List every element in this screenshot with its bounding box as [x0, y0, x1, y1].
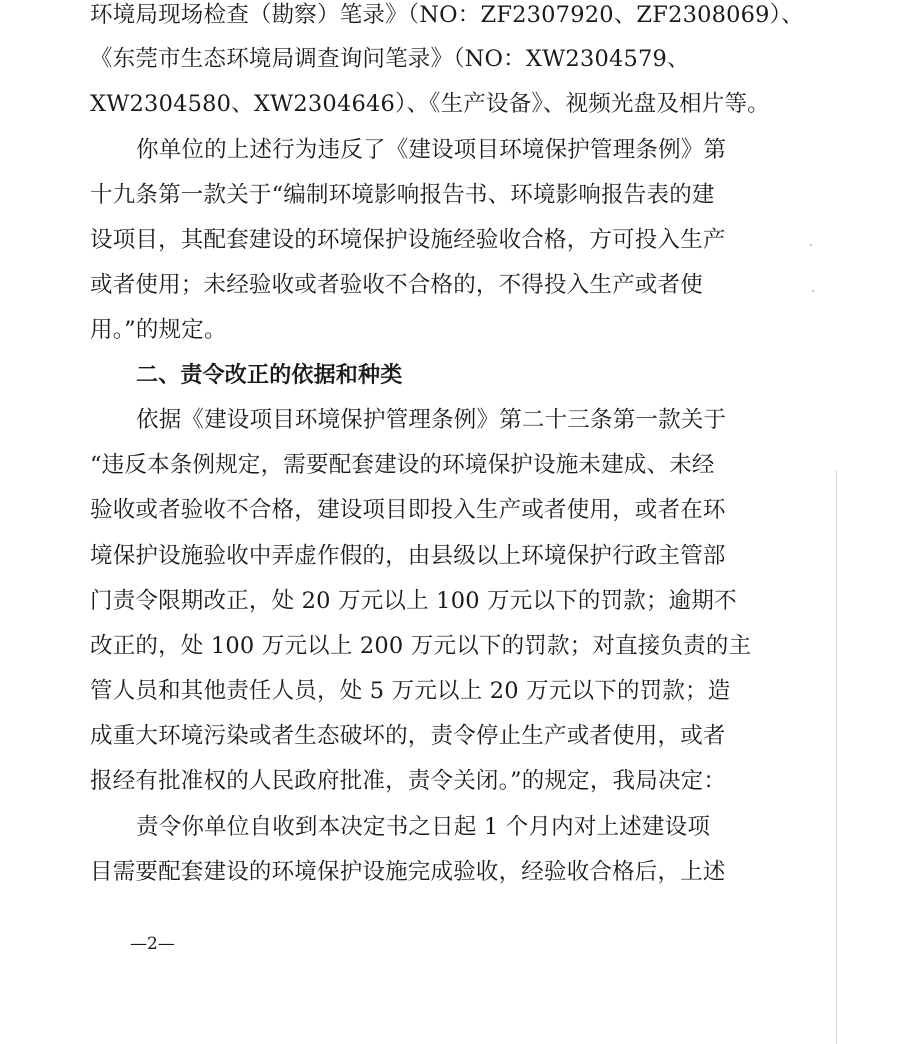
paragraph-first-line: 依据《建设项目环境保护管理条例》第二十三条第一款关于: [136, 407, 727, 433]
text-line: “违反本条例规定，需要配套建设的环境保护设施未建成、未经: [90, 452, 715, 478]
text-line: 管人员和其他责任人员，处 5 万元以上 20 万元以下的罚款；造: [90, 678, 731, 704]
text-line: 《东莞市生态环境局调查询问笔录》（NO：XW2304579、: [90, 46, 690, 72]
text-line: 设项目，其配套建设的环境保护设施经验收合格，方可投入生产: [90, 227, 726, 253]
paragraph-first-line: 责令你单位自收到本决定书之日起 1 个月内对上述建设项: [136, 814, 711, 840]
scan-speck: [810, 244, 812, 246]
page-number: —2—: [130, 934, 175, 954]
text-line: 报经有批准权的人民政府批准，责令关闭。”的规定，我局决定：: [90, 768, 727, 794]
text-line: XW2304580、XW2304646）、《生产设备》、视频光盘及相片等。: [90, 91, 770, 117]
section-heading: 二、责令改正的依据和种类: [136, 363, 403, 388]
text-line: 十九条第一款关于“编制环境影响报告书、环境影响报告表的建: [90, 182, 715, 208]
text-line: 境保护设施验收中弄虚作假的，由县级以上环境保护行政主管部: [90, 543, 726, 569]
text-line: 改正的，处 100 万元以上 200 万元以下的罚款；对直接负责的主: [90, 633, 752, 659]
text-line: 环境局现场检查（勘察）笔录》（NO：ZF2307920、ZF2308069）、: [90, 2, 804, 28]
paragraph-first-line: 你单位的上述行为违反了《建设项目环境保护管理条例》第: [136, 137, 727, 163]
scan-edge-line: [836, 470, 837, 1044]
scan-speck: [812, 290, 814, 292]
text-line: 目需要配套建设的环境保护设施完成验收，经验收合格后，上述: [90, 859, 726, 885]
text-line: 成重大环境污染或者生态破坏的，责令停止生产或者使用，或者: [90, 723, 726, 749]
text-line: 用。”的规定。: [90, 317, 227, 343]
text-line: 门责令限期改正，处 20 万元以上 100 万元以下的罚款；逾期不: [90, 588, 737, 614]
text-line: 或者使用；未经验收或者验收不合格的，不得投入生产或者使: [90, 272, 703, 298]
text-line: 验收或者验收不合格，建设项目即投入生产或者使用，或者在环: [90, 497, 726, 523]
